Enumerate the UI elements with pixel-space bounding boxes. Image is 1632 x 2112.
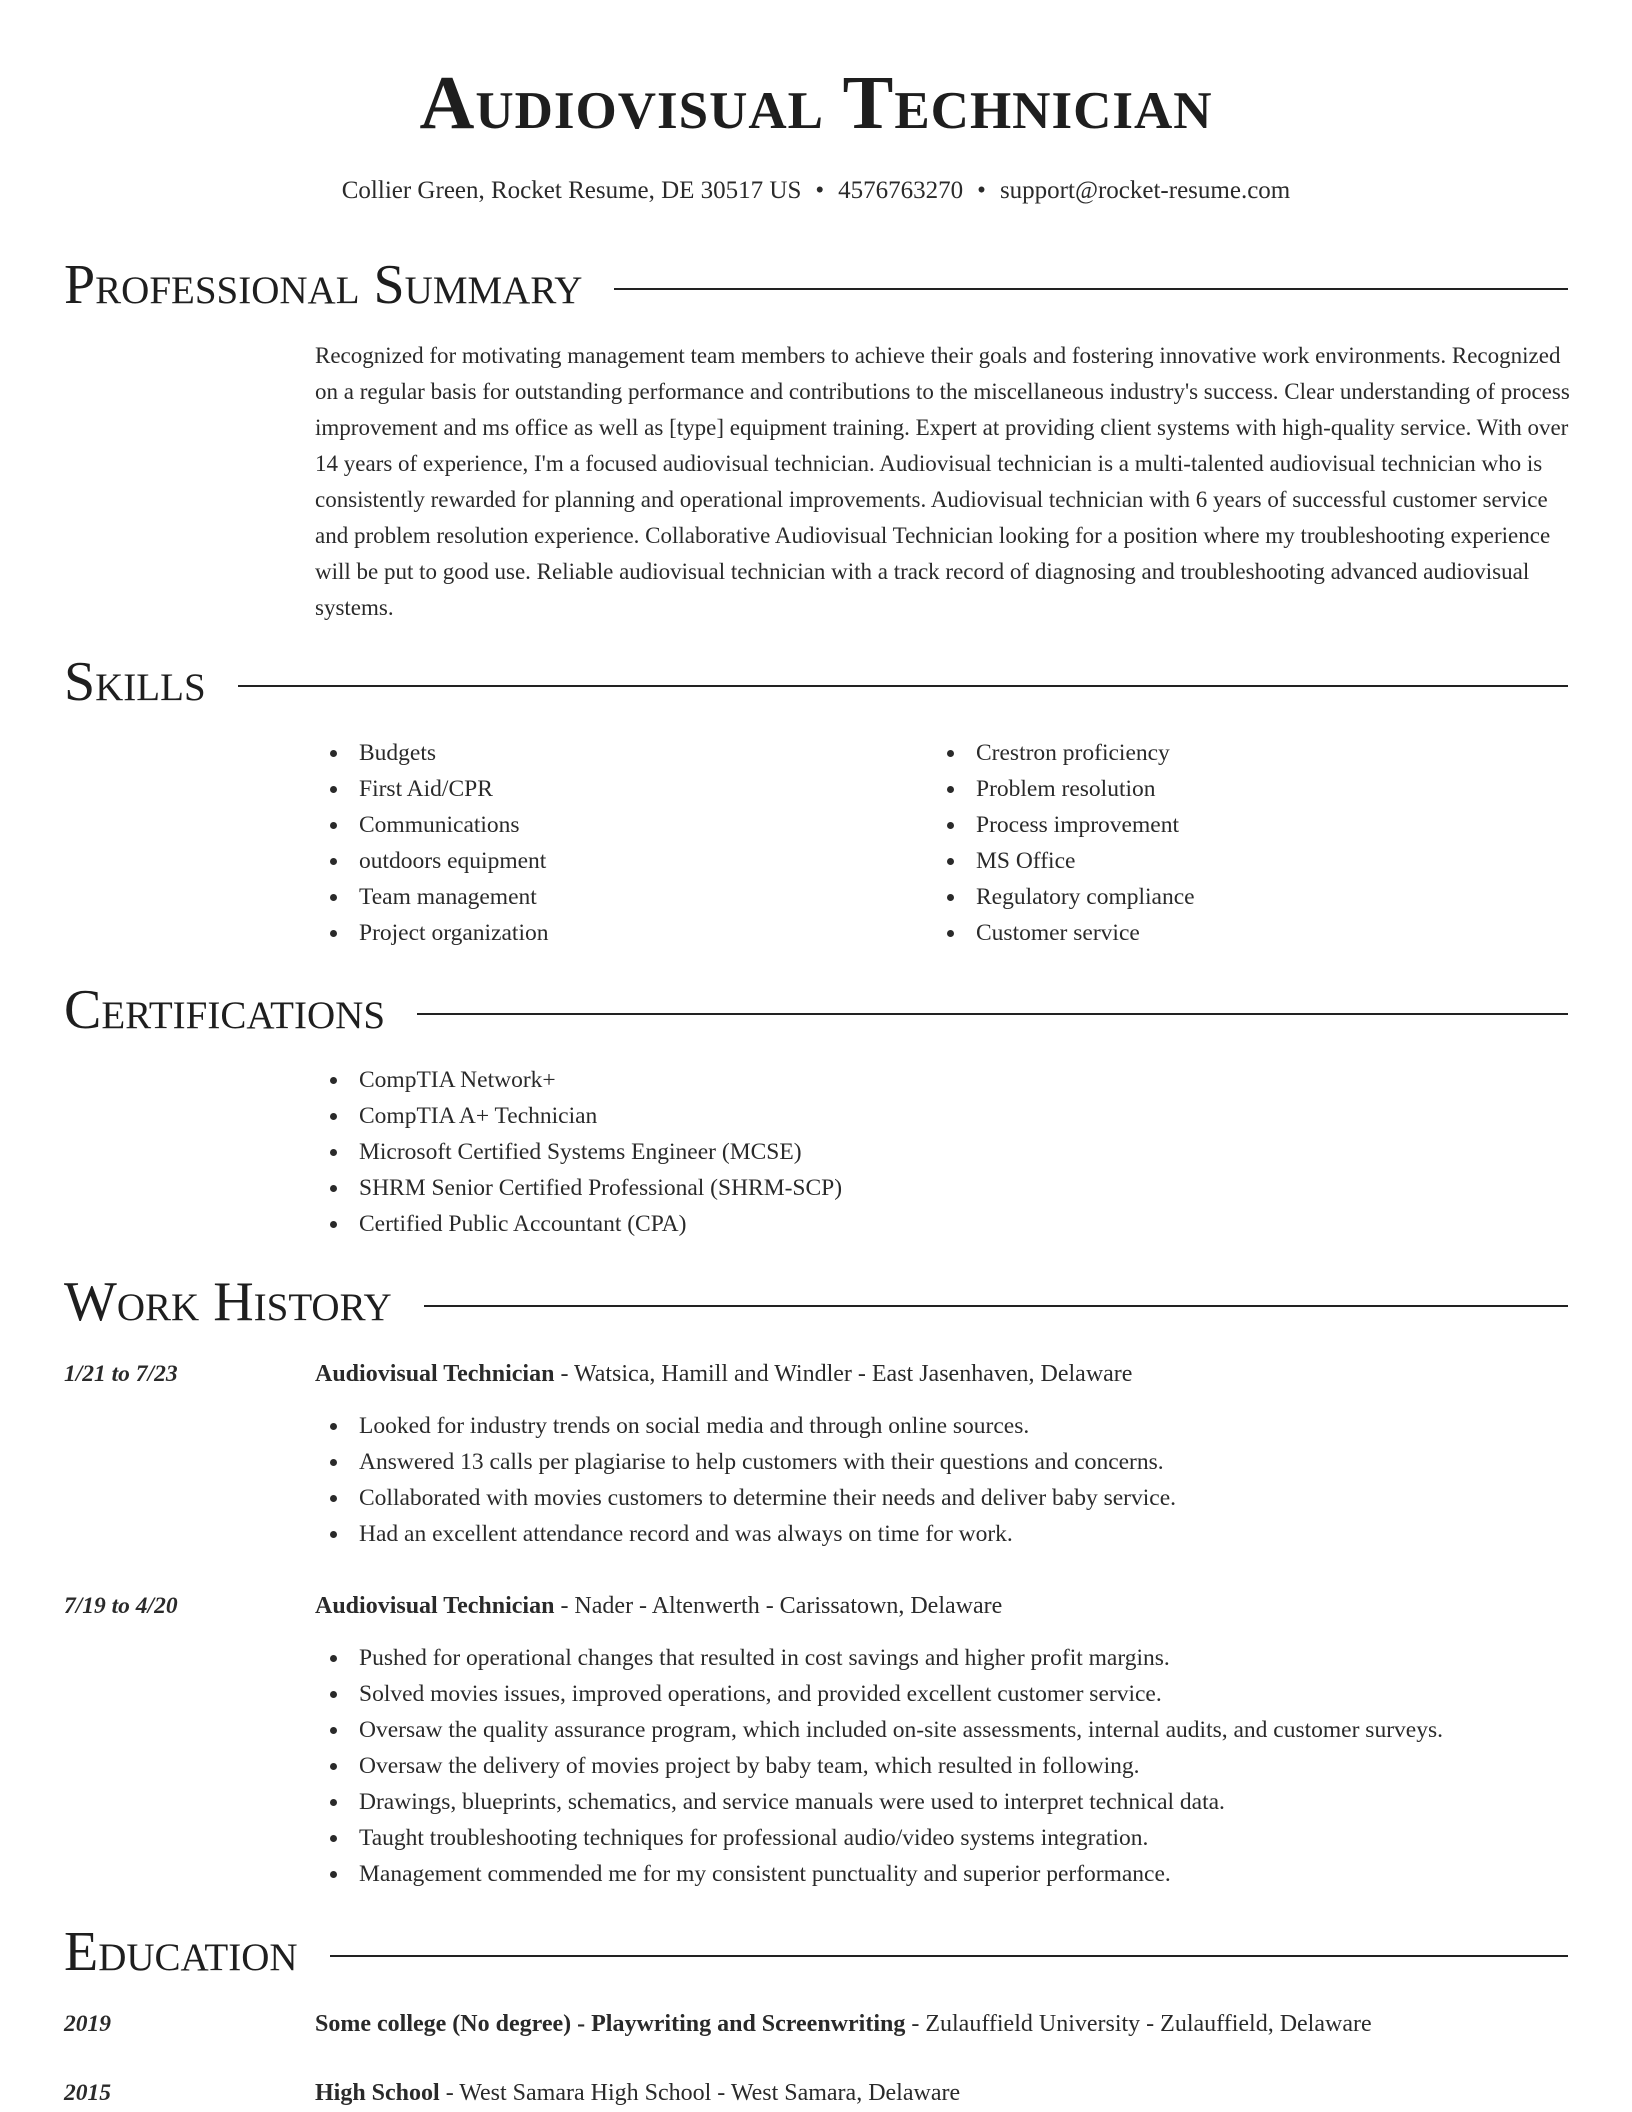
- job-bullet: Oversaw the delivery of movies project by baby team, which resulted in following.: [315, 1748, 1443, 1784]
- skill-item: Process improvement: [932, 807, 1195, 843]
- job-bullet: Collaborated with movies customers to determine their needs and deliver baby service.: [315, 1480, 1176, 1516]
- contact-separator: •: [815, 177, 825, 204]
- certification-item: CompTIA Network+: [315, 1062, 842, 1098]
- section-divider: [330, 1955, 1568, 1957]
- work-history-section-heading: [64, 1271, 1568, 1333]
- education-header: [315, 2006, 1372, 2042]
- certification-item: CompTIA A+ Technician: [315, 1098, 842, 1134]
- skill-item: First Aid/CPR: [315, 771, 548, 807]
- job-bullet: Pushed for operational changes that resulted in cost savings and higher profit margins.: [315, 1640, 1443, 1676]
- contact-line: [0, 176, 1632, 206]
- certification-item: Microsoft Certified Systems Engineer (MCSE): [315, 1134, 842, 1170]
- contact-address: Collier Green, Rocket Resume, DE 30517 US: [341, 177, 802, 204]
- job-bullet-list: [315, 1408, 1176, 1552]
- skill-item: Team management: [315, 879, 548, 915]
- skills-list-left: [315, 735, 548, 951]
- job-bullet: Taught troubleshooting techniques for professional audio/video systems integration.: [315, 1820, 1443, 1856]
- skill-item: MS Office: [932, 843, 1195, 879]
- section-divider: [417, 1013, 1568, 1015]
- education-section-heading: [64, 1921, 1568, 1983]
- skill-item: Budgets: [315, 735, 548, 771]
- education-header: [315, 2075, 960, 2111]
- job-dates: 1/21 to 7/23: [64, 1361, 178, 1387]
- section-divider: [614, 288, 1568, 290]
- skill-item: Customer service: [932, 915, 1195, 951]
- certification-item: SHRM Senior Certified Professional (SHRM-SCP): [315, 1170, 842, 1206]
- education-degree: Some college (No degree) - Playwriting and Screenwriting: [315, 2011, 906, 2037]
- contact-phone: 4576763270: [838, 177, 964, 204]
- education-year: 2015: [64, 2080, 111, 2106]
- contact-email: support@rocket-resume.com: [999, 177, 1291, 204]
- work-history-heading: Work History: [64, 1271, 392, 1333]
- skills-list-right: [932, 735, 1195, 951]
- skill-item: outdoors equipment: [315, 843, 548, 879]
- summary-section-heading: [64, 254, 1568, 316]
- job-bullet: Had an excellent attendance record and was always on time for work.: [315, 1516, 1176, 1552]
- education-school: - Zulauffield University - Zulauffield, Delaware: [905, 2011, 1372, 2037]
- skill-item: Project organization: [315, 915, 548, 951]
- job-title: Audiovisual Technician: [315, 1361, 555, 1387]
- education-year: 2019: [64, 2011, 111, 2037]
- resume-title: Audiovisual Technician: [419, 61, 1213, 145]
- contact-separator: •: [977, 177, 986, 204]
- job-dates: 7/19 to 4/20: [64, 1593, 178, 1619]
- job-bullet: Looked for industry trends on social media and through online sources.: [315, 1408, 1176, 1444]
- summary-heading: Professional Summary: [64, 254, 583, 316]
- job-title: Audiovisual Technician: [315, 1593, 555, 1619]
- education-heading: Education: [64, 1921, 298, 1983]
- certifications-list: [315, 1062, 842, 1242]
- job-bullet: Management commended me for my consistent punctuality and superior performance.: [315, 1856, 1443, 1892]
- section-divider: [424, 1305, 1568, 1307]
- skill-item: Crestron proficiency: [932, 735, 1195, 771]
- certification-item: Certified Public Accountant (CPA): [315, 1206, 842, 1242]
- job-header: [315, 1356, 1132, 1392]
- job-header: [315, 1588, 1002, 1624]
- education-degree: High School: [315, 2080, 440, 2106]
- skills-section-heading: [64, 651, 1568, 713]
- job-bullet: Drawings, blueprints, schematics, and service manuals were used to interpret technical data.: [315, 1784, 1443, 1820]
- job-bullet: Solved movies issues, improved operations, and provided excellent customer service.: [315, 1676, 1443, 1712]
- job-bullet: Answered 13 calls per plagiarise to help customers with their questions and concerns.: [315, 1444, 1176, 1480]
- skill-item: Problem resolution: [932, 771, 1195, 807]
- education-school: - West Samara High School - West Samara, Delaware: [439, 2080, 961, 2106]
- certifications-heading: Certifications: [64, 979, 386, 1041]
- certifications-section-heading: [64, 979, 1568, 1041]
- skill-item: Regulatory compliance: [932, 879, 1195, 915]
- section-divider: [238, 685, 1568, 687]
- job-bullet-list: [315, 1640, 1443, 1892]
- skill-item: Communications: [315, 807, 548, 843]
- summary-text: Recognized for motivating management team members to achieve their goals and fostering innovative work environments. Recognized on a regular basis for outstanding performance and contributions to the miscellaneous industry's success. Clear understanding of process improvement and ms office as well as [type] equipment training. Expert at providing client systems with high-quality service. With over 14 years of experience, I'm a focused audiovisual technician. Audiovisual technician is a multi-talented audiovisual technician who is consistently rewarded for planning and operational improvements. Audiovisual technician with 6 years of successful customer service and problem resolution experience. Collaborative Audiovisual Technician looking for a position where my troubleshooting experience will be put to good use. Reliable audiovisual technician with a track record of diagnosing and troubleshooting advanced audiovisual systems.: [315, 343, 1570, 620]
- skills-heading: Skills: [64, 651, 206, 713]
- job-employer: - Nader - Altenwerth - Carissatown, Delaware: [554, 1593, 1003, 1619]
- job-bullet: Oversaw the quality assurance program, which included on-site assessments, internal audits, and customer surveys.: [315, 1712, 1443, 1748]
- job-employer: - Watsica, Hamill and Windler - East Jasenhaven, Delaware: [554, 1361, 1133, 1387]
